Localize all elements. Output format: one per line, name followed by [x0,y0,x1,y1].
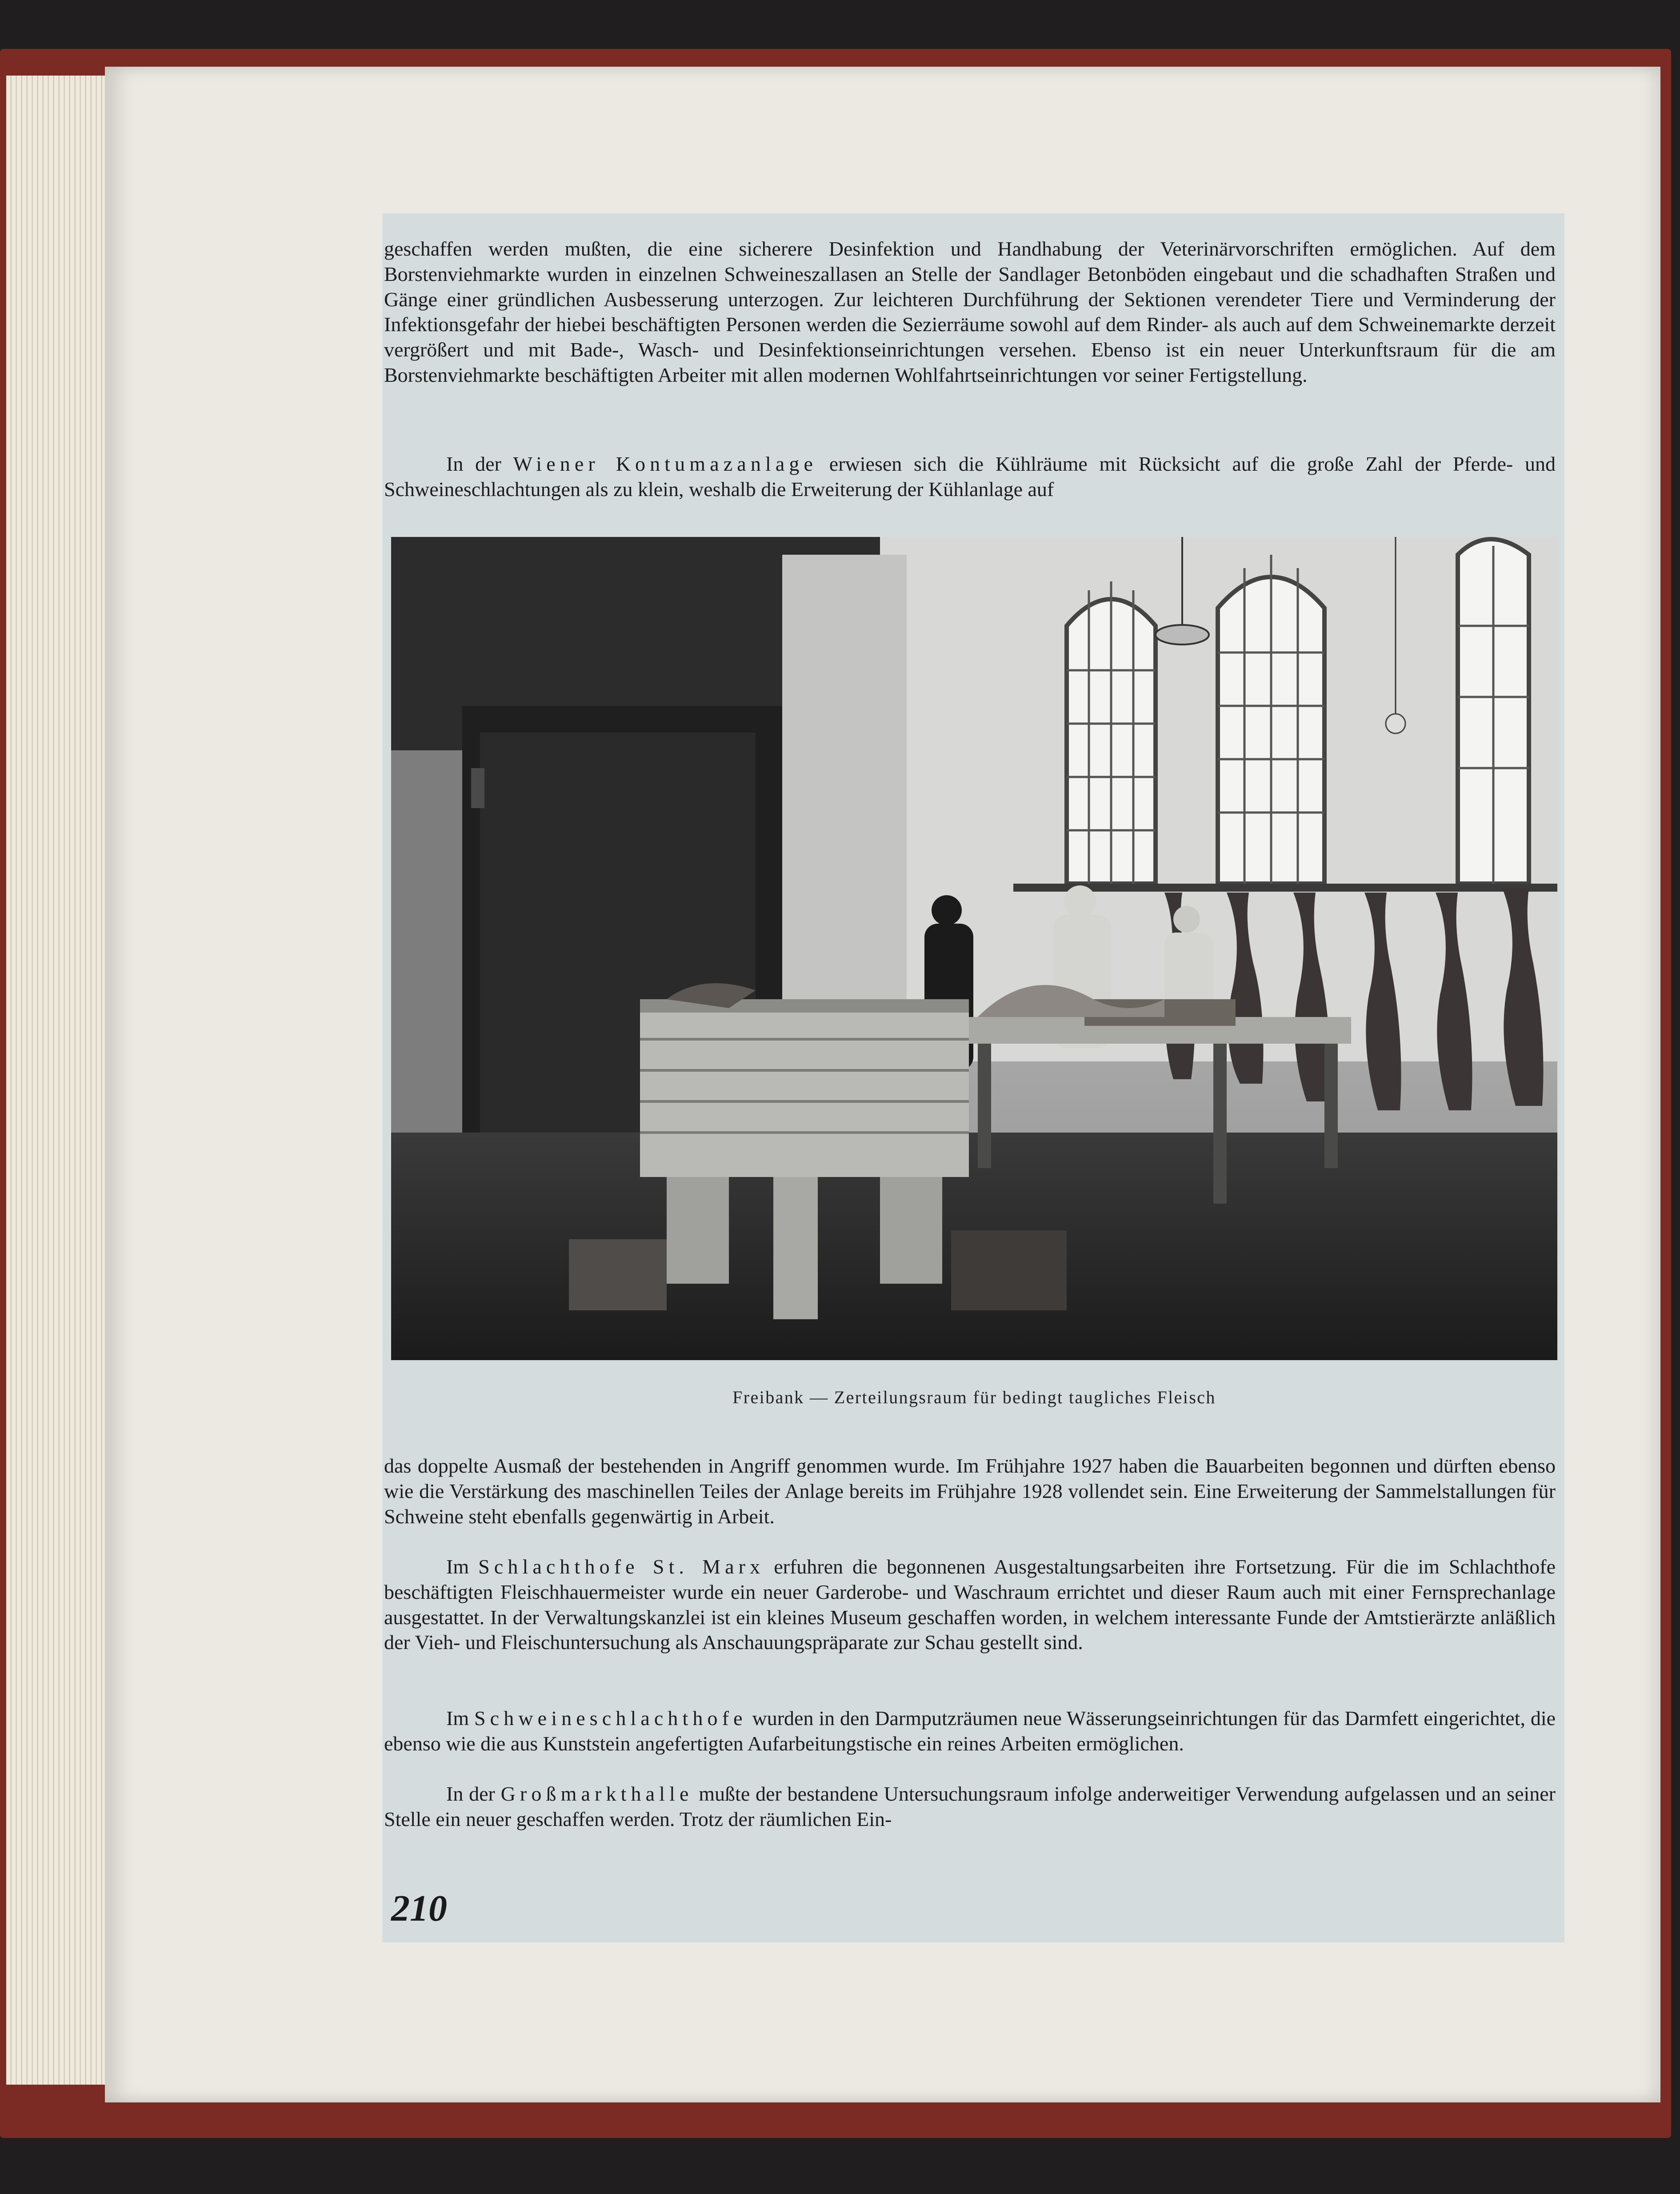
paragraph-continuation [384,1453,1556,1529]
paragraph-kontumaz [384,452,1556,502]
schweine-lead: Im [446,1707,469,1730]
paragraph-st-marx [384,1554,1556,1655]
paragraph-continuation-text: das doppelte Ausmaß der bestehenden in Angriff genommen wurde. Im Frühjahre 1927 haben die Bauarbeiten begonnen und dürften ebenso wie die Verstärkung des maschinellen Teiles der Anlage bereits im Frühjahre 1928 vollendet sein. Eine Erweiterung der Sammelstallungen für Schweine steht ebenfalls gegenwärtig in Arbeit. [384,1454,1556,1528]
st-marx-rest: erfuhren die begonnenen Ausgestaltungsarbeiten ihre Fortsetzung. Für die im Schlachthofe beschäftigten Fleischhauermeister wurde ein neuer Garderobe- und Waschraum errichtet und dieser Raum auch mit einer Fernsprechanlage ausgestattet. In der Verwaltungskanzlei ist ein kleines Museum geschaffen worden, in welchem interessante Funde der Amtstierärzte anläßlich der Vieh- und Fleischuntersuchung als Anschauungspräparate zur Schau gestellt sind. [384,1555,1556,1654]
paragraph-disinfection-text: geschaffen werden mußten, die eine sicherere Desinfektion und Handhabung der Veterinärvorschriften ermöglichen. Auf dem Borstenviehmarkte wurden in einzelnen Schweineszallasen an Stelle der Sandlager Betonböden eingebaut und die schadhaften Straßen und Gänge einer gründlichen Ausbesserung unterzogen. Zur leichteren Durchführung der Sektionen verendeter Tiere und Verminderung der Infektionsgefahr der hiebei beschäftigten Personen werden die Sezierräume sowohl auf dem Rinder- als auch auf dem Schweinemarkte derzeit vergrößert und mit Bade-, Wasch- und Desinfektionseinrichtungen versehen. Ebenso ist ein neuer Unterkunftsraum für die am Borstenviehmarkte beschäftigten Arbeiter mit allen modernen Wohlfahrtseinrichtungen vor seiner Fertigstellung. [384,237,1556,386]
gross-rest: mußte der bestandene Untersuchungsraum infolge anderweitiger Verwendung aufgelassen und an seiner Stelle ein neuer geschaffen werden. Trotz der räumlichen Ein- [384,1782,1556,1830]
gross-emph: Großmarkthalle [500,1782,693,1805]
figure-caption: Freibank — Zerteilungsraum für bedingt taugliches Fleisch [732,1387,1216,1407]
paragraph-grossmarkthalle [384,1782,1556,1832]
st-marx-lead: Im [446,1555,469,1578]
kontumaz-emph: Wiener Kontumazanlage [513,452,818,475]
freibank-photograph [391,537,1557,1360]
paragraph-disinfection [384,236,1556,388]
gross-lead: In der [446,1782,495,1805]
paragraph-schweineschlachthof [384,1706,1556,1757]
schweine-emph: Schweineschlachthofe [474,1707,747,1730]
page-number: 210 [391,1888,447,1929]
page-edges [6,76,117,2085]
schweine-rest: wurden in den Darmputzräumen neue Wässerungseinrichtungen für das Darmfett eingerichtet, die ebenso wie die aus Kunststein angefertigten Aufarbeitungstische ein reines Arbeiten ermöglichen. [384,1707,1556,1755]
st-marx-emph: Schlachthofe St. Marx [478,1555,765,1578]
kontumaz-rest: erwiesen sich die Kühlräume mit Rücksicht auf die große Zahl der Pferde- und Schweineschlachtungen als zu klein, weshalb die Erweiterung der Kühlanlage auf [384,452,1556,500]
kontumaz-lead: In der [446,452,501,475]
